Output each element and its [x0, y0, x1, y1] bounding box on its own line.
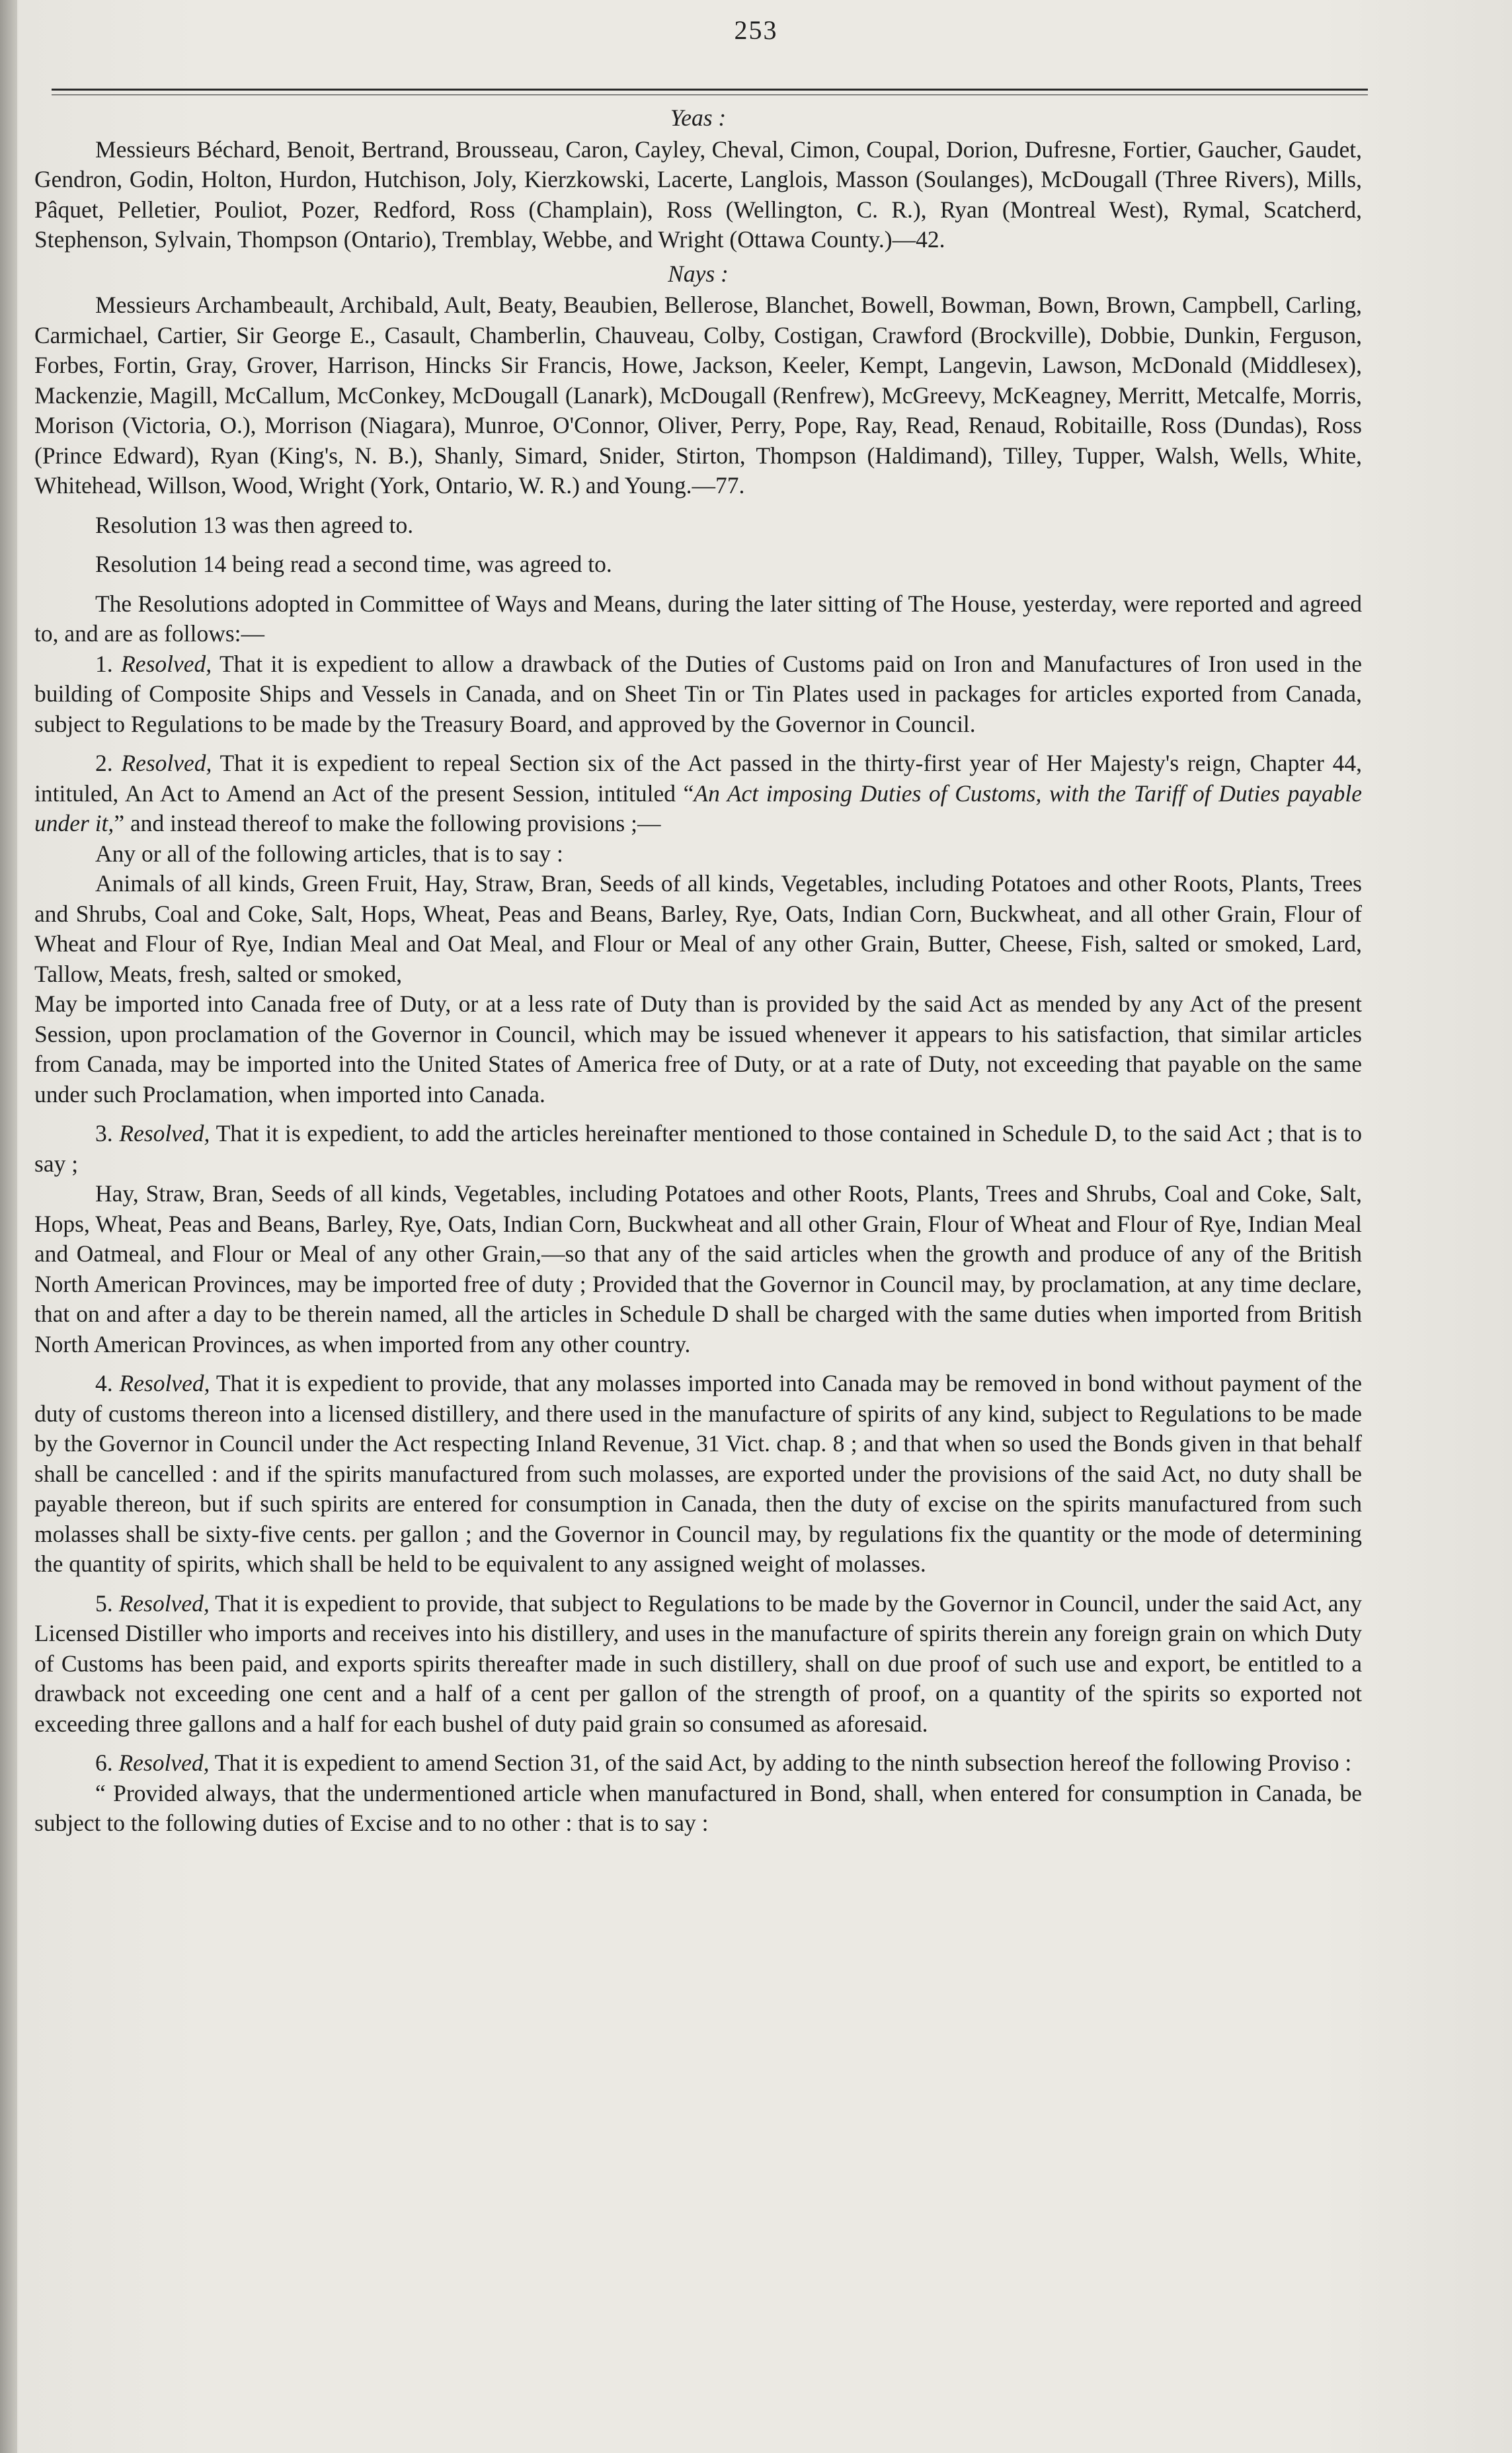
- yeas-heading: Yeas :: [670, 104, 727, 131]
- resolution-14-paragraph: Resolution 14 being read a second time, was agreed to.: [95, 551, 612, 577]
- resolution-2-text-b: ” and instead thereof to make the following provisions ;—: [114, 810, 661, 836]
- resolution-1-number: 1.: [95, 650, 113, 677]
- resolution-2-may-be: May be imported into Canada free of Duty, or at a less rate of Duty than is provided by the said Act as mended by any Act of the present Session, upon proclamation of the Governor in Council, which may be issued whenever it appears to his satisfaction, that similar articles from Canada, may be imported into the United States of America free of Duty, or at a rate of Duty, not exceeding that payable on the same under such Proclamation, when imported into Canada.: [34, 990, 1362, 1107]
- resolution-6-text: That it is expedient to amend Section 31, of the said Act, by adding to the ninth subsection hereof the following Proviso :: [214, 1749, 1352, 1776]
- page-body: [34, 101, 1362, 1839]
- resolution-6-paragraph: [34, 1748, 1362, 1779]
- page-number: 253: [734, 15, 778, 45]
- act-title: An Act imposing Duties of Customs, with the Tariff of Duties payable under it,: [34, 780, 1362, 836]
- resolution-4-text: That it is expedient to provide, that any molasses imported into Canada may be removed in bond without payment of the duty of customs thereon into a licensed distillery, and there used in the manufacture of spirits of any kind, subject to Regulations to be made by the Governor in Council under the Act respecting Inland Revenue, 31 Vict. chap. 8 ; and that when so used the Bonds given in that behalf shall be cancelled : and if the spirits manufactured from such molasses, are exported under the provisions of the said Act, no duty shall be payable thereon, but if such spirits are entered for consumption in Canada, then the duty of excise on the spirits manufactured from such molasses shall be sixty-five cents. per gallon ; and the Governor in Council may, by regulations fix the quantity or the mode of determining the quantity of spirits, which shall be held to be equivalent to any assigned weight of molasses.: [34, 1370, 1363, 1577]
- header-rule-thick: [52, 89, 1368, 91]
- resolution-2-articles: Animals of all kinds, Green Fruit, Hay, Straw, Bran, Seeds of all kinds, Vegetables, including Potatoes and other Roots, Plants, Trees and Shrubs, Coal and Coke, Salt, Hops, Wheat, Peas and Beans, Barley, Rye, Oats, Indian Corn, Buckwheat, and all other Grain, Flour of Wheat and Flour of Rye, Indian Meal and Oat Meal, and Flour or Meal of any other Grain, Butter, Cheese, Fish, salted or smoked, Lard, Tallow, Meats, fresh, salted or smoked,: [34, 870, 1362, 987]
- nays-list: Messieurs Archambeault, Archibald, Ault, Beaty, Beaubien, Bellerose, Blanchet, Bowell, Bowman, Bown, Brown, Campbell, Carling, Carmichael, Cartier, Sir George E., Casault, Chamberlin, Chauveau, Colby, Costigan, Crawford (Brockville), Dobbie, Dunkin, Ferguson, Forbes, Fortin, Gray, Grover, Harrison, Hincks Sir Francis, Howe, Jackson, Keeler, Kempt, Langevin, Lawson, McDonald (Middlesex), Mackenzie, Magill, McCallum, McConkey, McDougall (Lanark), McDougall (Renfrew), McGreevy, McKeagney, Merritt, Metcalfe, Morris, Morison (Victoria, O.), Morrison (Niagara), Munroe, O'Connor, Oliver, Perry, Pope, Ray, Read, Renaud, Robitaille, Ross (Dundas), Ross (Prince Edward), Ryan (King's, N. B.), Shanly, Simard, Snider, Stirton, Thompson (Haldimand), Tilley, Tupper, Walsh, Wells, White, Whitehead, Willson, Wood, Wright (York, Ontario, W. R.) and Young.—77.: [34, 292, 1362, 499]
- resolution-4-label: Resolved,: [119, 1370, 210, 1396]
- nays-heading: Nays :: [668, 260, 729, 287]
- resolution-2-label: Resolved,: [121, 750, 212, 776]
- resolution-5-paragraph: [34, 1589, 1362, 1740]
- resolution-1-text: That it is expedient to allow a drawback of the Duties of Customs paid on Iron and Manufactures of Iron used in the building of Composite Ships and Vessels in Canada, and on Sheet Tin or Tin Plates used in packages for articles exported from Canada, subject to Regulations to be made by the Treasury Board, and approved by the Governor in Council.: [34, 650, 1363, 737]
- resolution-3-number: 3.: [95, 1120, 113, 1146]
- resolution-3-paragraph: [34, 1119, 1362, 1179]
- resolution-2-number: 2.: [95, 750, 113, 776]
- resolution-6-label: Resolved,: [118, 1749, 210, 1776]
- resolution-2-any-or-all: Any or all of the following articles, that is to say :: [95, 840, 563, 867]
- resolution-6-number: 6.: [95, 1749, 113, 1776]
- resolution-3-label: Resolved,: [119, 1120, 210, 1146]
- resolution-5-text: That it is expedient to provide, that subject to Regulations to be made by the Governor in Council, under the said Act, any Licensed Distiller who imports and receives into his distillery, and uses in the manufacture of spirits therein any foreign grain on which Duty of Customs has been paid, and exports spirits thereafter made in such distillery, shall on due proof of such use and export, be entitled to a drawback not exceeding one cent and a half of a cent per gallon of the strength of proof, on a quantity of the spirits so exported not exceeding three gallons and a half for each bushel of duty paid grain so consumed as aforesaid.: [34, 1589, 1363, 1737]
- resolution-3-text: That it is expedient, to add the articles hereinafter mentioned to those contained in Schedule D, to the said Act ; that is to say ;: [34, 1120, 1363, 1177]
- resolution-4-number: 4.: [95, 1370, 113, 1396]
- resolution-13-paragraph: Resolution 13 was then agreed to.: [95, 511, 414, 538]
- resolutions-intro: The Resolutions adopted in Committee of Ways and Means, during the later sitting of The House, yesterday, were reported and agreed to, and are as follows:—: [34, 590, 1362, 647]
- resolution-1-paragraph: [34, 649, 1362, 740]
- binding-edge: [0, 0, 17, 2453]
- resolution-6-proviso: “ Provided always, that the undermentioned article when manufactured in Bond, shall, when entered for consumption in Canada, be subject to the following duties of Excise and to no other : that is to say :: [34, 1779, 1362, 1836]
- resolution-2-text-a: That it is expedient to repeal Section six of the Act passed in the thirty-first year of Her Majesty's reign, Chapter 44, intituled, An Act to Amend an Act of the present Session, intituled “: [34, 750, 1362, 807]
- resolution-5-label: Resolved,: [118, 1589, 210, 1617]
- yeas-list: Messieurs Béchard, Benoit, Bertrand, Brousseau, Caron, Cayley, Cheval, Cimon, Coupal, Dorion, Dufresne, Fortier, Gaucher, Gaudet, Gendron, Godin, Holton, Hurdon, Hutchison, Joly, Kierzkowski, Lacerte, Langlois, Masson (Soulanges), McDougall (Three Rivers), Mills, Pâquet, Pelletier, Pouliot, Pozer, Redford, Ross (Champlain), Ross (Wellington, C. R.), Ryan (Montreal West), Rymal, Scatcherd, Stephenson, Sylvain, Thompson (Ontario), Tremblay, Webbe, and Wright (Ottawa County.)—42.: [34, 136, 1362, 253]
- resolution-5-number: 5.: [95, 1589, 113, 1617]
- resolution-2-paragraph: [34, 748, 1362, 839]
- resolution-1-label: Resolved,: [121, 650, 212, 677]
- resolution-4-paragraph: [34, 1369, 1362, 1580]
- resolution-3-articles: Hay, Straw, Bran, Seeds of all kinds, Vegetables, including Potatoes and other Roots, Plants, Trees and Shrubs, Coal and Coke, Salt, Hops, Wheat, Peas and Beans, Barley, Rye, Oats, Indian Corn, Buckwheat and all other Grain, Flour of Wheat and Flour of Rye, Indian Meal and Oatmeal, and Flour or Meal of any other Grain,—so that any of the said articles when the growth and produce of any of the British North American Provinces, may be imported free of duty ; Provided that the Governor in Council may, by proclamation, at any time declare, that on and after a day to be therein named, all the articles in Schedule D shall be charged with the same duties when imported from British North American Provinces, as when imported from any other country.: [34, 1180, 1362, 1357]
